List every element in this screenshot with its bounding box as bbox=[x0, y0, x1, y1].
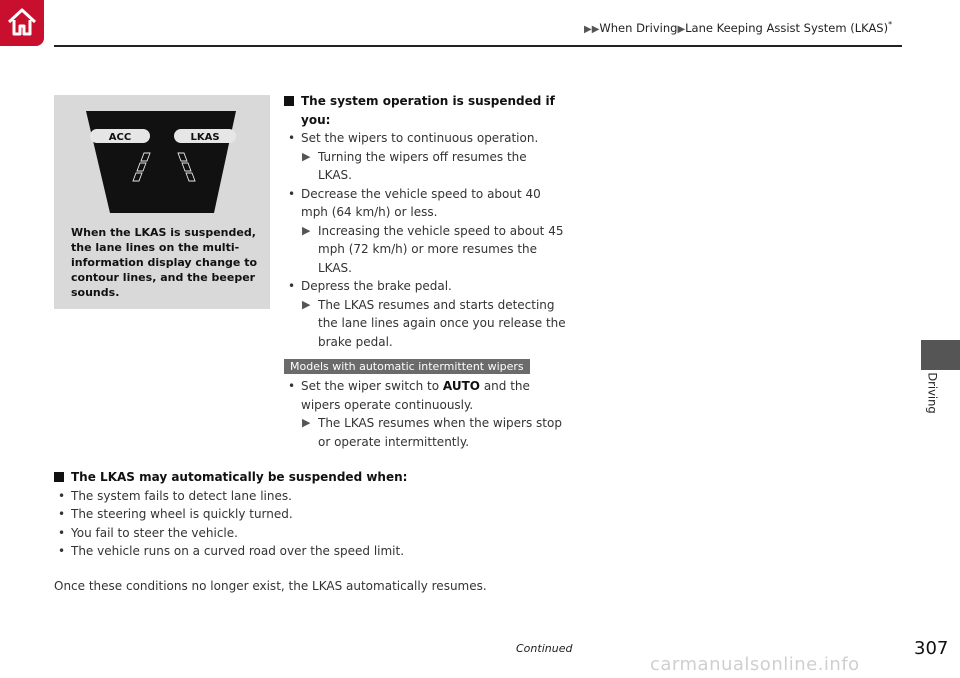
model-variant-label: Models with automatic intermittent wipers bbox=[284, 359, 530, 374]
watermark: carmanualsonline.info bbox=[650, 654, 860, 675]
resume-note: Once these conditions no longer exist, the LKAS automatically resumes. bbox=[54, 579, 487, 593]
list-item: • Depress the brake pedal. bbox=[284, 277, 584, 296]
lkas-indicator: LKAS bbox=[190, 132, 220, 143]
breadcrumb bbox=[584, 20, 892, 35]
continued-label: Continued bbox=[516, 642, 573, 655]
chapter-tab[interactable] bbox=[921, 340, 960, 370]
list-item: • Set the wiper switch to AUTO and the wipers operate continuously. bbox=[284, 377, 584, 414]
section-heading: The system operation is suspended if you: bbox=[284, 92, 584, 129]
footnote-mark: * bbox=[888, 20, 893, 29]
page-number: 307 bbox=[914, 638, 949, 659]
sub-item: ▶ The LKAS resumes and starts detecting the lane lines again once you release the brake pedal. bbox=[284, 296, 584, 352]
mid-display-illustration bbox=[82, 107, 242, 215]
square-bullet-icon bbox=[54, 472, 64, 482]
list-item: • Set the wipers to continuous operation. bbox=[284, 129, 584, 148]
acc-indicator: ACC bbox=[108, 132, 132, 143]
figure-caption: When the LKAS is suspended, the lane lines on the multi-information display change to contour lines, and the beeper sounds. bbox=[71, 226, 258, 299]
breadcrumb-arrow-icon: ▶▶ bbox=[584, 23, 600, 35]
auto-suspended-section bbox=[54, 468, 614, 561]
lkas-display-figure bbox=[54, 95, 270, 309]
home-icon[interactable] bbox=[0, 0, 44, 46]
breadcrumb-arrow-icon: ▶ bbox=[677, 23, 686, 35]
chapter-label: Driving bbox=[925, 372, 940, 414]
breadcrumb-item-lkas: Lane Keeping Assist System (LKAS) bbox=[685, 20, 889, 35]
breadcrumb-item-when-driving[interactable]: When Driving bbox=[599, 20, 678, 35]
list-item: • Decrease the vehicle speed to about 40 mph (64 km/h) or less. bbox=[284, 185, 584, 222]
sub-item: ▶ Increasing the vehicle speed to about 45 mph (72 km/h) or more resumes the LKAS. bbox=[284, 222, 584, 278]
sub-item: ▶ The LKAS resumes when the wipers stop or operate intermittently. bbox=[284, 414, 584, 451]
list-item: • The steering wheel is quickly turned. bbox=[54, 505, 614, 524]
list-item: • The vehicle runs on a curved road over the speed limit. bbox=[54, 542, 614, 561]
list-item: • The system fails to detect lane lines. bbox=[54, 487, 614, 506]
section-heading: The LKAS may automatically be suspended when: bbox=[54, 468, 614, 487]
list-item: • You fail to steer the vehicle. bbox=[54, 524, 614, 543]
square-bullet-icon bbox=[284, 96, 294, 106]
suspended-if-section bbox=[284, 92, 584, 451]
header-rule bbox=[54, 45, 902, 47]
sub-item: ▶ Turning the wipers off resumes the LKAS. bbox=[284, 148, 584, 185]
